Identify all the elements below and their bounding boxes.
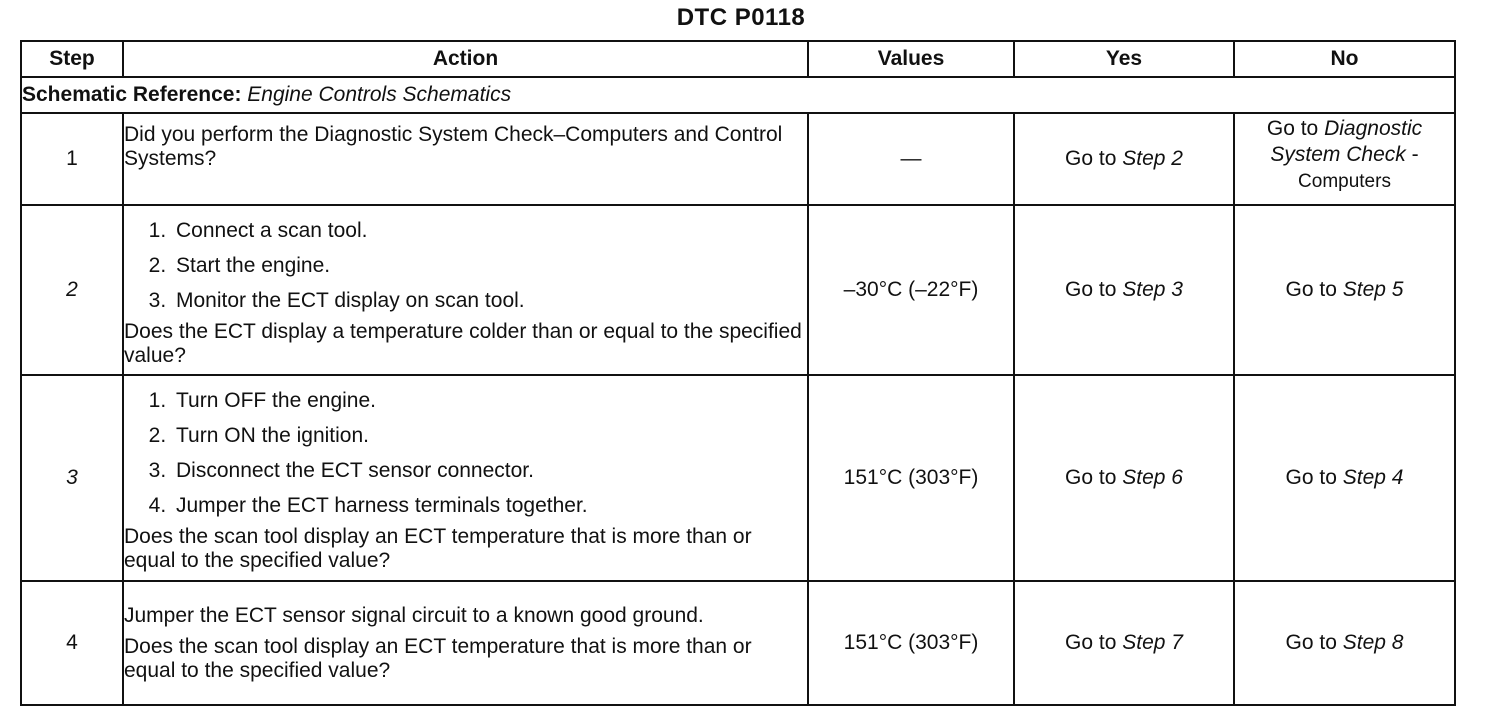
schematic-reference-link[interactable]: Engine Controls Schematics — [247, 83, 512, 106]
yes-cell[interactable] — [1014, 581, 1234, 705]
diagnostic-table — [20, 40, 1456, 706]
no-cell[interactable] — [1234, 581, 1455, 705]
schematic-reference-row — [21, 77, 1455, 113]
goto-prefix: Go to — [1065, 278, 1117, 301]
action-cell — [123, 205, 808, 375]
table-row — [21, 581, 1455, 705]
schematic-reference-label: Schematic Reference: — [22, 83, 242, 106]
goto-prefix: Go to — [1285, 466, 1337, 489]
header-no: No — [1234, 41, 1455, 77]
table-row — [21, 205, 1455, 375]
no-target[interactable]: Diagnostic System Check — [1270, 117, 1423, 166]
no-target[interactable]: Step 8 — [1342, 631, 1404, 654]
no-target[interactable]: Step 5 — [1342, 278, 1404, 301]
table-row — [21, 113, 1455, 205]
step-number: 4 — [21, 581, 123, 705]
substep: 4. Jumper the ECT harness terminals together. — [172, 488, 807, 523]
header-step: Step — [21, 41, 123, 77]
substep: 2. Turn ON the ignition. — [172, 418, 807, 453]
schematic-reference — [21, 77, 1455, 113]
action-cell — [123, 375, 808, 581]
value-cell: — — [808, 113, 1014, 205]
page-title: DTC P0118 — [676, 4, 806, 31]
no-cell[interactable] — [1234, 113, 1455, 205]
action-instruction: Jumper the ECT sensor signal circuit to a known good ground. — [124, 604, 704, 627]
goto-prefix: Go to — [1285, 631, 1337, 654]
goto-prefix: Go to — [1266, 117, 1319, 140]
no-cell[interactable] — [1234, 205, 1455, 375]
step-number: 1 — [21, 113, 123, 205]
substep-list — [124, 383, 807, 523]
yes-target[interactable]: Step 2 — [1122, 147, 1183, 170]
action-question: Does the scan tool display an ECT temperature that is more than or equal to the specified value? — [124, 525, 752, 572]
action-cell — [123, 113, 808, 205]
no-target-dash: - — [1411, 143, 1419, 166]
yes-cell[interactable] — [1014, 113, 1234, 205]
yes-target[interactable]: Step 6 — [1122, 466, 1183, 489]
substep: 3. Monitor the ECT display on scan tool. — [172, 283, 807, 318]
substep: 2. Start the engine. — [172, 248, 807, 283]
no-target[interactable]: Step 4 — [1342, 466, 1404, 489]
substep: 1. Connect a scan tool. — [172, 213, 807, 248]
substep-list — [124, 213, 807, 318]
header-action: Action — [123, 41, 808, 77]
yes-target[interactable]: Step 7 — [1122, 631, 1183, 654]
action-cell — [123, 581, 808, 705]
value-cell: 151°C (303°F) — [808, 375, 1014, 581]
goto-prefix: Go to — [1065, 631, 1117, 654]
goto-prefix: Go to — [1065, 147, 1117, 170]
yes-cell[interactable] — [1014, 375, 1234, 581]
step-number: 2 — [21, 205, 123, 375]
step-number: 3 — [21, 375, 123, 581]
value-cell: –30°C (–22°F) — [808, 205, 1014, 375]
action-question: Did you perform the Diagnostic System Check–Computers and Control Systems? — [124, 123, 783, 170]
no-cell[interactable] — [1234, 375, 1455, 581]
yes-target[interactable]: Step 3 — [1122, 278, 1183, 301]
table-header-row — [21, 41, 1455, 77]
yes-cell[interactable] — [1014, 205, 1234, 375]
goto-prefix: Go to — [1285, 278, 1337, 301]
substep: 1. Turn OFF the engine. — [172, 383, 807, 418]
table-row — [21, 375, 1455, 581]
no-target-suffix: Computers — [1298, 171, 1391, 192]
action-question: Does the scan tool display an ECT temperature that is more than or equal to the specified value? — [124, 635, 752, 682]
goto-prefix: Go to — [1065, 466, 1117, 489]
header-values: Values — [808, 41, 1014, 77]
header-yes: Yes — [1014, 41, 1234, 77]
value-cell: 151°C (303°F) — [808, 581, 1014, 705]
substep: 3. Disconnect the ECT sensor connector. — [172, 453, 807, 488]
action-question: Does the ECT display a temperature colder than or equal to the specified value? — [124, 319, 802, 367]
